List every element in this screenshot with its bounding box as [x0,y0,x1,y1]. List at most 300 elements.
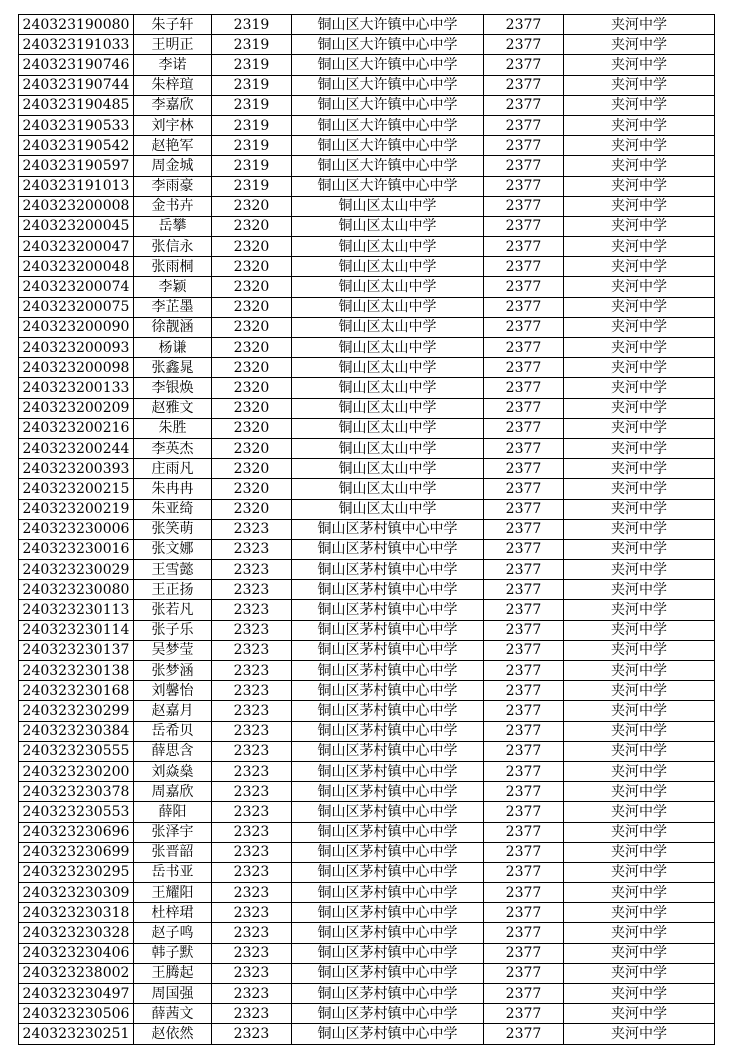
origin-code-cell: 2319 [212,156,292,176]
origin-school-cell: 铜山区太山中学 [292,378,484,398]
student-name-cell: 赵依然 [134,1024,212,1044]
student-id-cell: 240323230406 [19,943,134,963]
target-school-cell: 夹河中学 [564,701,715,721]
target-code-cell: 2377 [484,984,564,1004]
target-code-cell: 2377 [484,721,564,741]
origin-code-cell: 2323 [212,1004,292,1024]
origin-school-cell: 铜山区大许镇中心中学 [292,156,484,176]
student-name-cell: 岳攀 [134,216,212,236]
student-name-cell: 赵子鸣 [134,923,212,943]
origin-code-cell: 2323 [212,761,292,781]
target-school-cell: 夹河中学 [564,378,715,398]
origin-code-cell: 2320 [212,257,292,277]
target-code-cell: 2377 [484,661,564,681]
origin-code-cell: 2320 [212,317,292,337]
student-id-cell: 240323230080 [19,580,134,600]
student-name-cell: 朱子轩 [134,15,212,35]
target-code-cell: 2377 [484,479,564,499]
target-code-cell: 2377 [484,115,564,135]
origin-code-cell: 2323 [212,943,292,963]
target-school-cell: 夹河中学 [564,237,715,257]
student-name-cell: 刘馨怡 [134,681,212,701]
student-name-cell: 李英杰 [134,438,212,458]
student-name-cell: 韩子默 [134,943,212,963]
student-id-cell: 240323200093 [19,338,134,358]
origin-code-cell: 2323 [212,620,292,640]
origin-code-cell: 2323 [212,701,292,721]
table-row [19,701,715,721]
origin-school-cell: 铜山区大许镇中心中学 [292,75,484,95]
target-code-cell: 2377 [484,358,564,378]
origin-code-cell: 2323 [212,862,292,882]
admission-table [18,14,715,1045]
table-row [19,499,715,519]
table-row [19,398,715,418]
target-school-cell: 夹河中学 [564,156,715,176]
table-row [19,761,715,781]
target-code-cell: 2377 [484,297,564,317]
student-name-cell: 王明正 [134,35,212,55]
origin-school-cell: 铜山区太山中学 [292,277,484,297]
target-code-cell: 2377 [484,216,564,236]
origin-code-cell: 2319 [212,176,292,196]
table-row [19,661,715,681]
target-code-cell: 2377 [484,802,564,822]
student-id-cell: 240323200216 [19,418,134,438]
student-name-cell: 赵嘉月 [134,701,212,721]
student-id-cell: 240323200075 [19,297,134,317]
target-school-cell: 夹河中学 [564,358,715,378]
target-school-cell: 夹河中学 [564,216,715,236]
origin-code-cell: 2319 [212,95,292,115]
student-id-cell: 240323190485 [19,95,134,115]
origin-school-cell: 铜山区茅村镇中心中学 [292,903,484,923]
target-code-cell: 2377 [484,1024,564,1044]
student-name-cell: 杜梓珺 [134,903,212,923]
table-row [19,782,715,802]
origin-code-cell: 2320 [212,358,292,378]
student-id-cell: 240323200133 [19,378,134,398]
target-code-cell: 2377 [484,15,564,35]
target-school-cell: 夹河中学 [564,1004,715,1024]
target-school-cell: 夹河中学 [564,741,715,761]
origin-school-cell: 铜山区茅村镇中心中学 [292,539,484,559]
student-name-cell: 薛思含 [134,741,212,761]
student-name-cell: 张若凡 [134,600,212,620]
origin-code-cell: 2323 [212,923,292,943]
target-code-cell: 2377 [484,459,564,479]
table-row [19,277,715,297]
student-id-cell: 240323191013 [19,176,134,196]
student-name-cell: 张雨桐 [134,257,212,277]
table-row [19,459,715,479]
target-code-cell: 2377 [484,398,564,418]
target-school-cell: 夹河中学 [564,459,715,479]
target-code-cell: 2377 [484,822,564,842]
student-name-cell: 王腾起 [134,963,212,983]
student-id-cell: 240323230114 [19,620,134,640]
origin-code-cell: 2319 [212,136,292,156]
origin-code-cell: 2323 [212,580,292,600]
student-name-cell: 王正扬 [134,580,212,600]
table-row [19,75,715,95]
student-id-cell: 240323200244 [19,438,134,458]
origin-school-cell: 铜山区太山中学 [292,499,484,519]
student-name-cell: 朱亚绮 [134,499,212,519]
target-code-cell: 2377 [484,620,564,640]
origin-school-cell: 铜山区太山中学 [292,297,484,317]
origin-school-cell: 铜山区大许镇中心中学 [292,176,484,196]
origin-school-cell: 铜山区太山中学 [292,358,484,378]
target-school-cell: 夹河中学 [564,782,715,802]
target-school-cell: 夹河中学 [564,519,715,539]
student-name-cell: 薛茜文 [134,1004,212,1024]
origin-code-cell: 2323 [212,802,292,822]
origin-school-cell: 铜山区太山中学 [292,196,484,216]
target-school-cell: 夹河中学 [564,1024,715,1044]
origin-code-cell: 2323 [212,842,292,862]
table-row [19,1024,715,1044]
table-row [19,479,715,499]
student-name-cell: 庄雨凡 [134,459,212,479]
target-code-cell: 2377 [484,176,564,196]
target-code-cell: 2377 [484,378,564,398]
origin-school-cell: 铜山区茅村镇中心中学 [292,620,484,640]
student-name-cell: 杨谦 [134,338,212,358]
origin-school-cell: 铜山区茅村镇中心中学 [292,984,484,1004]
origin-code-cell: 2319 [212,115,292,135]
student-id-cell: 240323200098 [19,358,134,378]
origin-code-cell: 2319 [212,55,292,75]
origin-school-cell: 铜山区太山中学 [292,216,484,236]
target-school-cell: 夹河中学 [564,883,715,903]
student-id-cell: 240323230699 [19,842,134,862]
student-id-cell: 240323200048 [19,257,134,277]
student-name-cell: 王雪懿 [134,560,212,580]
target-code-cell: 2377 [484,539,564,559]
table-row [19,156,715,176]
student-name-cell: 王耀阳 [134,883,212,903]
table-row [19,681,715,701]
student-name-cell: 金书卉 [134,196,212,216]
origin-school-cell: 铜山区茅村镇中心中学 [292,1004,484,1024]
table-row [19,15,715,35]
student-id-cell: 240323200047 [19,237,134,257]
table-row [19,418,715,438]
table-row [19,297,715,317]
target-code-cell: 2377 [484,95,564,115]
student-name-cell: 张鑫晁 [134,358,212,378]
target-school-cell: 夹河中学 [564,75,715,95]
table-row [19,560,715,580]
student-id-cell: 240323230309 [19,883,134,903]
origin-code-cell: 2320 [212,398,292,418]
student-name-cell: 李诺 [134,55,212,75]
table-row [19,519,715,539]
target-code-cell: 2377 [484,55,564,75]
student-id-cell: 240323200090 [19,317,134,337]
origin-school-cell: 铜山区太山中学 [292,418,484,438]
target-code-cell: 2377 [484,640,564,660]
table-row [19,95,715,115]
origin-school-cell: 铜山区太山中学 [292,338,484,358]
origin-code-cell: 2323 [212,661,292,681]
table-row [19,317,715,337]
student-id-cell: 240323230328 [19,923,134,943]
table-row [19,196,715,216]
origin-school-cell: 铜山区太山中学 [292,257,484,277]
table-row [19,620,715,640]
target-code-cell: 2377 [484,600,564,620]
target-school-cell: 夹河中学 [564,277,715,297]
student-id-cell: 240323200045 [19,216,134,236]
student-id-cell: 240323200215 [19,479,134,499]
target-school-cell: 夹河中学 [564,842,715,862]
student-id-cell: 240323230555 [19,741,134,761]
target-school-cell: 夹河中学 [564,136,715,156]
target-code-cell: 2377 [484,761,564,781]
student-id-cell: 240323230137 [19,640,134,660]
target-school-cell: 夹河中学 [564,903,715,923]
table-row [19,136,715,156]
origin-school-cell: 铜山区茅村镇中心中学 [292,681,484,701]
origin-school-cell: 铜山区太山中学 [292,438,484,458]
student-id-cell: 240323230384 [19,721,134,741]
origin-school-cell: 铜山区茅村镇中心中学 [292,661,484,681]
student-id-cell: 240323200008 [19,196,134,216]
student-id-cell: 240323200074 [19,277,134,297]
origin-school-cell: 铜山区茅村镇中心中学 [292,580,484,600]
table-row [19,216,715,236]
origin-school-cell: 铜山区大许镇中心中学 [292,115,484,135]
student-id-cell: 240323230295 [19,862,134,882]
origin-school-cell: 铜山区茅村镇中心中学 [292,943,484,963]
origin-code-cell: 2323 [212,519,292,539]
student-name-cell: 吴梦莹 [134,640,212,660]
target-school-cell: 夹河中学 [564,984,715,1004]
table-row [19,35,715,55]
table-row [19,358,715,378]
origin-code-cell: 2323 [212,640,292,660]
origin-school-cell: 铜山区大许镇中心中学 [292,95,484,115]
origin-school-cell: 铜山区茅村镇中心中学 [292,640,484,660]
origin-school-cell: 铜山区茅村镇中心中学 [292,741,484,761]
student-name-cell: 周金城 [134,156,212,176]
origin-code-cell: 2323 [212,681,292,701]
student-id-cell: 240323230506 [19,1004,134,1024]
table-row [19,862,715,882]
target-school-cell: 夹河中学 [564,923,715,943]
origin-school-cell: 铜山区茅村镇中心中学 [292,1024,484,1044]
student-id-cell: 240323190542 [19,136,134,156]
target-school-cell: 夹河中学 [564,761,715,781]
table-row [19,55,715,75]
student-id-cell: 240323230006 [19,519,134,539]
origin-school-cell: 铜山区茅村镇中心中学 [292,721,484,741]
table-row [19,1004,715,1024]
origin-code-cell: 2323 [212,903,292,923]
student-id-cell: 240323200393 [19,459,134,479]
table-row [19,963,715,983]
origin-code-cell: 2320 [212,216,292,236]
student-name-cell: 朱冉冉 [134,479,212,499]
origin-code-cell: 2320 [212,459,292,479]
origin-code-cell: 2319 [212,35,292,55]
origin-school-cell: 铜山区茅村镇中心中学 [292,963,484,983]
student-name-cell: 张文娜 [134,539,212,559]
target-school-cell: 夹河中学 [564,297,715,317]
target-code-cell: 2377 [484,782,564,802]
student-name-cell: 徐靓涵 [134,317,212,337]
student-name-cell: 刘焱燊 [134,761,212,781]
table-row [19,580,715,600]
target-code-cell: 2377 [484,560,564,580]
target-code-cell: 2377 [484,923,564,943]
target-code-cell: 2377 [484,35,564,55]
table-row [19,802,715,822]
target-code-cell: 2377 [484,943,564,963]
target-school-cell: 夹河中学 [564,55,715,75]
target-code-cell: 2377 [484,519,564,539]
student-name-cell: 李颖 [134,277,212,297]
student-name-cell: 李雨豪 [134,176,212,196]
table-row [19,237,715,257]
origin-school-cell: 铜山区茅村镇中心中学 [292,782,484,802]
table-row [19,640,715,660]
student-name-cell: 张泽宇 [134,822,212,842]
target-code-cell: 2377 [484,277,564,297]
table-row [19,923,715,943]
target-school-cell: 夹河中学 [564,822,715,842]
student-name-cell: 岳希贝 [134,721,212,741]
origin-school-cell: 铜山区大许镇中心中学 [292,35,484,55]
student-name-cell: 赵雅文 [134,398,212,418]
target-school-cell: 夹河中学 [564,338,715,358]
table-row [19,176,715,196]
target-school-cell: 夹河中学 [564,620,715,640]
origin-code-cell: 2323 [212,539,292,559]
target-code-cell: 2377 [484,741,564,761]
target-code-cell: 2377 [484,237,564,257]
target-code-cell: 2377 [484,963,564,983]
target-school-cell: 夹河中学 [564,398,715,418]
table-row [19,600,715,620]
origin-code-cell: 2320 [212,499,292,519]
target-school-cell: 夹河中学 [564,317,715,337]
target-code-cell: 2377 [484,842,564,862]
student-id-cell: 240323230016 [19,539,134,559]
student-id-cell: 240323230318 [19,903,134,923]
origin-school-cell: 铜山区太山中学 [292,398,484,418]
student-name-cell: 张梦涵 [134,661,212,681]
target-school-cell: 夹河中学 [564,95,715,115]
target-school-cell: 夹河中学 [564,257,715,277]
target-code-cell: 2377 [484,257,564,277]
table-row [19,115,715,135]
student-name-cell: 朱梓瑄 [134,75,212,95]
student-id-cell: 240323200209 [19,398,134,418]
target-code-cell: 2377 [484,862,564,882]
origin-code-cell: 2319 [212,75,292,95]
origin-code-cell: 2320 [212,237,292,257]
target-school-cell: 夹河中学 [564,196,715,216]
table-row [19,741,715,761]
table-row [19,721,715,741]
table-row [19,943,715,963]
origin-school-cell: 铜山区茅村镇中心中学 [292,761,484,781]
origin-code-cell: 2323 [212,883,292,903]
origin-school-cell: 铜山区茅村镇中心中学 [292,862,484,882]
table-row [19,338,715,358]
target-code-cell: 2377 [484,196,564,216]
table-row [19,378,715,398]
target-school-cell: 夹河中学 [564,15,715,35]
origin-code-cell: 2323 [212,963,292,983]
origin-code-cell: 2320 [212,438,292,458]
target-school-cell: 夹河中学 [564,640,715,660]
target-code-cell: 2377 [484,499,564,519]
origin-school-cell: 铜山区太山中学 [292,237,484,257]
target-code-cell: 2377 [484,438,564,458]
table-row [19,822,715,842]
student-name-cell: 张晋韶 [134,842,212,862]
student-id-cell: 240323190597 [19,156,134,176]
student-id-cell: 240323230553 [19,802,134,822]
student-id-cell: 240323230029 [19,560,134,580]
student-id-cell: 240323190080 [19,15,134,35]
student-name-cell: 朱胜 [134,418,212,438]
target-code-cell: 2377 [484,75,564,95]
target-code-cell: 2377 [484,156,564,176]
target-code-cell: 2377 [484,317,564,337]
origin-code-cell: 2320 [212,277,292,297]
student-id-cell: 240323191033 [19,35,134,55]
target-school-cell: 夹河中学 [564,580,715,600]
origin-school-cell: 铜山区茅村镇中心中学 [292,519,484,539]
target-school-cell: 夹河中学 [564,115,715,135]
student-name-cell: 张信永 [134,237,212,257]
target-school-cell: 夹河中学 [564,176,715,196]
origin-code-cell: 2323 [212,721,292,741]
table-row [19,842,715,862]
target-school-cell: 夹河中学 [564,479,715,499]
target-school-cell: 夹河中学 [564,943,715,963]
origin-school-cell: 铜山区茅村镇中心中学 [292,560,484,580]
origin-code-cell: 2323 [212,560,292,580]
student-name-cell: 李银焕 [134,378,212,398]
origin-code-cell: 2323 [212,822,292,842]
student-name-cell: 赵艳军 [134,136,212,156]
table-row [19,438,715,458]
target-school-cell: 夹河中学 [564,862,715,882]
origin-school-cell: 铜山区大许镇中心中学 [292,55,484,75]
student-id-cell: 240323230497 [19,984,134,1004]
target-school-cell: 夹河中学 [564,438,715,458]
student-id-cell: 240323230138 [19,661,134,681]
table-row [19,539,715,559]
target-school-cell: 夹河中学 [564,600,715,620]
origin-school-cell: 铜山区茅村镇中心中学 [292,923,484,943]
target-code-cell: 2377 [484,1004,564,1024]
origin-code-cell: 2320 [212,297,292,317]
table-row [19,903,715,923]
target-code-cell: 2377 [484,701,564,721]
origin-school-cell: 铜山区茅村镇中心中学 [292,600,484,620]
origin-code-cell: 2320 [212,378,292,398]
student-id-cell: 240323230113 [19,600,134,620]
target-code-cell: 2377 [484,418,564,438]
target-school-cell: 夹河中学 [564,35,715,55]
